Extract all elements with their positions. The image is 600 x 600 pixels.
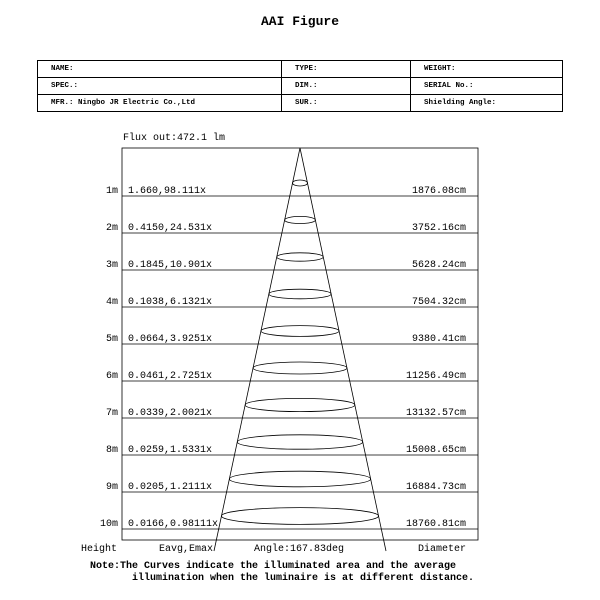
row-height-label: 10m [99,519,118,530]
illumination-ellipse [221,508,378,525]
row-diameter-value: 9380.41cm [411,334,466,345]
light-cone [214,148,386,551]
row-eavg-emax-value: 0.1038,6.1321x [128,297,213,308]
row-eavg-emax-value: 0.0664,3.9251x [128,334,213,345]
row-diameter-value: 15008.65cm [405,445,466,456]
diameter-column-label: Diameter [418,544,467,555]
name-cell: NAME: [38,61,282,78]
illumination-ellipse [253,362,347,374]
row-eavg-emax-value: 0.0461,2.7251x [128,371,213,382]
note-text [90,561,474,585]
row-height-label: 3m [105,260,118,271]
row-eavg-emax-value: 1.660,98.111x [128,186,207,197]
illumination-ellipse [229,471,370,487]
figure-title: AAI Figure [260,14,339,29]
illumination-ellipse [285,216,316,223]
illumination-ellipse [261,326,339,337]
row-height-label: 2m [105,223,118,234]
row-eavg-emax-value: 0.1845,10.901x [128,260,213,271]
row-height-label: 4m [105,297,118,308]
row-diameter-value: 7504.32cm [411,297,466,308]
beam-angle-label: Angle:167.83deg [254,544,345,555]
note-line-1: Note:The Curves indicate the illuminated area and the average [90,561,457,572]
row-height-label: 1m [105,186,118,197]
cone-left-edge [214,148,300,551]
illumination-ellipse [293,180,308,186]
row-diameter-value: 1876.08cm [411,186,466,197]
serial-cell: SERIAL No.: [411,78,563,95]
note-line-2: illumination when the luminaire is at different distance. [132,573,475,584]
row-diameter-value: 5628.24cm [411,260,466,271]
row-diameter-value: 13132.57cm [405,408,466,419]
row-height-label: 9m [105,482,118,493]
row-diameter-value: 18760.81cm [405,519,466,530]
row-height-label: 5m [105,334,118,345]
weight-cell: WEIGHT: [411,61,563,78]
row-eavg-emax-value: 0.0166,0.98111x [128,519,219,530]
row-height-label: 6m [105,371,118,382]
row-diameter-value: 3752.16cm [411,223,466,234]
cone-right-edge [300,148,386,551]
illumination-ellipse [269,289,331,299]
row-eavg-emax-value: 0.0339,2.0021x [128,408,213,419]
eavg-emax-column-label: Eavg,Emax [159,544,214,555]
type-cell: TYPE: [282,61,411,78]
flux-out-label: Flux out:472.1 lm [123,133,226,144]
row-height-label: 8m [105,445,118,456]
sur-cell: SUR.: [282,95,411,112]
row-eavg-emax-value: 0.4150,24.531x [128,223,213,234]
illumination-ellipse [245,398,355,411]
distance-rows [100,186,478,530]
mfr-cell: MFR.: Ningbo JR Electric Co.,Ltd [38,95,282,112]
illumination-ellipse [237,435,362,449]
illumination-ellipse [277,253,324,261]
row-eavg-emax-value: 0.0205,1.2111x [128,482,213,493]
dim-cell: DIM.: [282,78,411,95]
row-height-label: 7m [105,408,118,419]
height-column-label: Height [81,544,118,555]
row-diameter-value: 11256.49cm [405,371,466,382]
row-diameter-value: 16884.73cm [405,482,466,493]
shielding-angle-cell: Shielding Angle: [411,95,563,112]
row-eavg-emax-value: 0.0259,1.5331x [128,445,213,456]
spec-cell: SPEC.: [38,78,282,95]
